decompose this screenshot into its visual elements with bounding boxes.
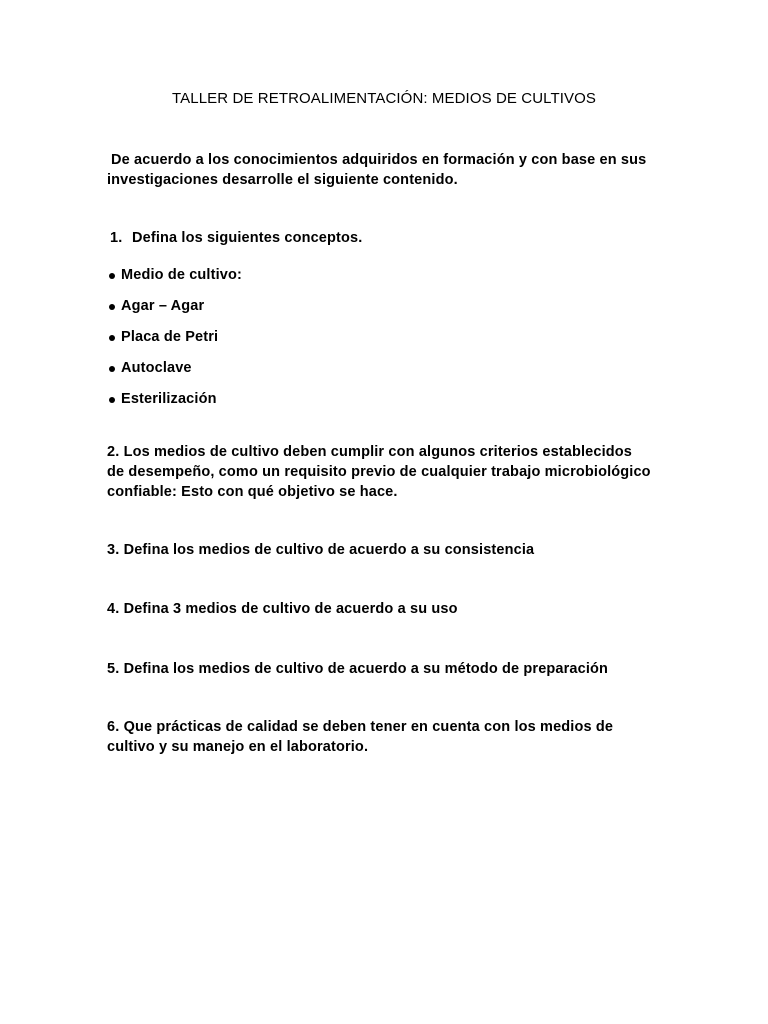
list-item	[109, 352, 509, 383]
bullet-icon	[109, 366, 115, 372]
bullet-icon	[109, 304, 115, 310]
question-1	[110, 228, 690, 248]
concept-label: Esterilización	[121, 390, 217, 407]
question-5	[107, 659, 687, 679]
concept-label: Medio de cultivo:	[121, 266, 242, 283]
list-item	[109, 321, 509, 352]
question-6-line: 6. Que prácticas de calidad se deben tener en cuenta con los medios de	[107, 719, 614, 735]
bullet-icon	[109, 335, 115, 341]
question-2-line: de desempeño, como un requisito previo de cualquier trabajo microbiológico	[107, 464, 651, 480]
question-6	[107, 717, 687, 757]
question-6-line: cultivo y su manejo en el laboratorio.	[107, 739, 369, 755]
concept-label: Placa de Petri	[121, 328, 219, 345]
question-1-number: 1.	[110, 230, 123, 246]
list-item	[109, 383, 509, 414]
concept-label: Agar – Agar	[121, 297, 205, 314]
question-5-text: 5. Defina los medios de cultivo de acuerdo a su método de preparación	[107, 661, 609, 677]
question-2-line: 2. Los medios de cultivo deben cumplir con algunos criterios establecidos	[107, 444, 633, 460]
question-2-line: confiable: Esto con qué objetivo se hace.	[107, 484, 398, 500]
question-4-text: 4. Defina 3 medios de cultivo de acuerdo a su uso	[107, 601, 458, 617]
document-title: TALLER DE RETROALIMENTACIÓN: MEDIOS DE CULTIVOS	[172, 90, 596, 107]
question-2	[107, 442, 687, 502]
intro-line: De acuerdo a los conocimientos adquiridos en formación y con base en sus	[111, 152, 647, 168]
question-3-text: 3. Defina los medios de cultivo de acuerdo a su consistencia	[107, 542, 535, 558]
list-item	[109, 259, 509, 290]
question-3	[107, 540, 687, 560]
question-1-text: Defina los siguientes conceptos.	[132, 230, 363, 246]
intro-line: investigaciones desarrolle el siguiente contenido.	[107, 172, 458, 188]
concept-label: Autoclave	[121, 359, 192, 376]
question-4	[107, 599, 687, 619]
concept-list	[109, 259, 509, 414]
bullet-icon	[109, 273, 115, 279]
list-item	[109, 290, 509, 321]
intro-paragraph	[107, 150, 687, 190]
bullet-icon	[109, 397, 115, 403]
